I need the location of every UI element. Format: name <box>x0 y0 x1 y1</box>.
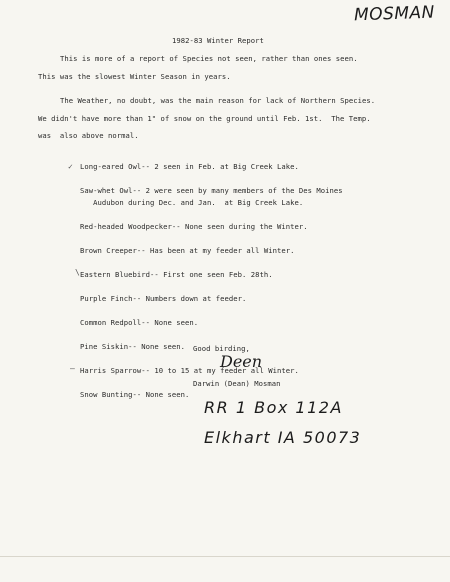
handwritten-name-header: MOSMAN <box>353 2 436 26</box>
paragraph2-line2: We didn't have more than 1" of snow on the ground until Feb. 1st. The Temp. <box>38 114 371 123</box>
species-item: Eastern Bluebird-- First one seen Feb. 28th. <box>80 270 273 279</box>
species-item: Brown Creeper-- Has been at my feeder all Winter. <box>80 246 295 255</box>
report-title: 1982-83 Winter Report <box>172 36 264 45</box>
paragraph2-line1: The Weather, no doubt, was the main reason for lack of Northern Species. <box>60 96 376 105</box>
paragraph1-line1: This is more of a report of Species not seen, rather than ones seen. <box>60 54 358 63</box>
species-item: Audubon during Dec. and Jan. at Big Creek Lake. <box>80 198 304 207</box>
page-fold-line <box>0 556 450 557</box>
closing-line: Good birding, <box>193 344 250 353</box>
species-item: Purple Finch-- Numbers down at feeder. <box>80 294 247 303</box>
check-mark-icon: — <box>70 364 75 373</box>
typed-name: Darwin (Dean) Mosman <box>193 379 281 388</box>
paragraph1-line2: This was the slowest Winter Season in years. <box>38 72 231 81</box>
species-item: Harris Sparrow-- 10 to 15 at my feeder all Winter. <box>80 366 299 375</box>
paragraph2-line3: was also above normal. <box>38 131 139 140</box>
handwritten-address-line1: RR 1 Box 112A <box>204 398 343 417</box>
species-item: Saw-whet Owl-- 2 were seen by many members of the Des Moines <box>80 186 343 195</box>
species-item: Pine Siskin-- None seen. <box>80 342 186 351</box>
check-mark-icon: \ <box>75 268 80 277</box>
check-mark-icon: ✓ <box>68 162 73 171</box>
species-item: Snow Bunting-- None seen. <box>80 390 190 399</box>
species-item: Long-eared Owl-- 2 seen in Feb. at Big Creek Lake. <box>80 162 299 171</box>
species-item: Red-headed Woodpecker-- None seen during the Winter. <box>80 222 308 231</box>
species-item: Common Redpoll-- None seen. <box>80 318 199 327</box>
handwritten-address-line2: Elkhart IA 50073 <box>204 428 362 447</box>
handwritten-signature: Deen <box>220 352 263 371</box>
